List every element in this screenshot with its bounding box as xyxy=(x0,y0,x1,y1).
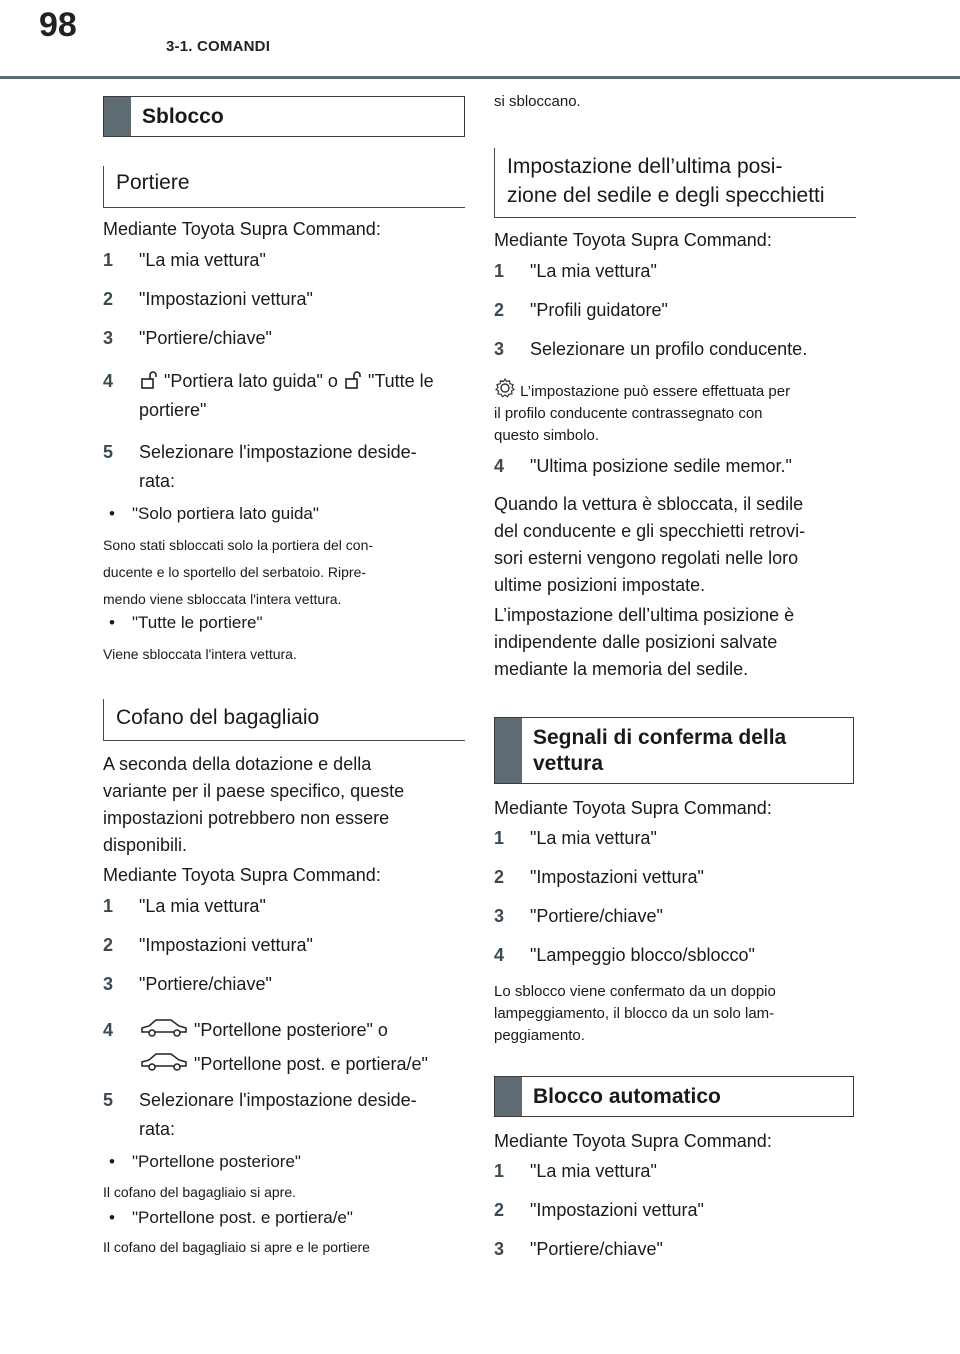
paragraph-line: indipendente dalle posizioni salvate xyxy=(494,632,778,652)
step-item xyxy=(103,367,465,425)
step-text xyxy=(103,1086,465,1144)
step-number: 2 xyxy=(103,289,114,309)
car-trunk-door-icon xyxy=(139,1051,189,1073)
paragraph-line: A seconda della dotazione e della xyxy=(103,754,372,774)
step-item xyxy=(494,863,856,892)
page-number: 98 xyxy=(39,6,77,44)
section-heading-blocco xyxy=(494,1076,854,1117)
step-text-part: "Tutte le xyxy=(367,371,434,391)
step-text: "Impostazioni vettura" xyxy=(139,935,313,955)
step-item xyxy=(103,246,465,275)
unlock-icon xyxy=(343,370,363,390)
profile-note xyxy=(494,377,856,447)
step-item xyxy=(103,285,465,314)
step-number: 3 xyxy=(103,328,114,348)
paragraph-line: ultime posizioni impostate. xyxy=(494,575,706,595)
subheading-text: Cofano del bagagliaio xyxy=(116,706,320,729)
paragraph-line: del conducente e gli specchietti retrovi- xyxy=(494,521,806,541)
bullet-text: "Solo portiera lato guida" xyxy=(132,504,319,523)
header-divider xyxy=(0,76,960,79)
paragraph-line: disponibili. xyxy=(103,835,188,855)
step-number: 3 xyxy=(494,906,505,926)
step-text: "Portiere/chiave" xyxy=(530,906,663,926)
bullet-mark: • xyxy=(109,1152,115,1171)
step-item xyxy=(103,324,465,353)
intro-text: Mediante Toyota Supra Command: xyxy=(103,219,381,239)
note-text: Viene sbloccata l'intera vettura. xyxy=(103,646,297,662)
heading-text xyxy=(533,725,786,777)
step-item xyxy=(103,1013,465,1081)
step-number: 1 xyxy=(494,828,505,848)
step-text-line: rata: xyxy=(139,471,176,491)
step-item xyxy=(103,892,465,921)
step-text: "Portiere/chiave" xyxy=(139,974,272,994)
step-text: "Impostazioni vettura" xyxy=(139,289,313,309)
step-item xyxy=(103,970,465,999)
step-text: "Portiere/chiave" xyxy=(139,328,272,348)
subheading-cofano xyxy=(103,699,465,741)
step-text: "La mia vettura" xyxy=(530,828,657,848)
step-item xyxy=(494,824,856,853)
paragraph xyxy=(494,491,856,599)
bullet-text: "Portellone posteriore" xyxy=(132,1152,301,1171)
step-item xyxy=(494,1235,856,1264)
step-item xyxy=(494,941,856,970)
bullet-item xyxy=(103,502,465,526)
step-text-line: "Portellone posteriore" o xyxy=(194,1020,388,1040)
note-text: Il cofano del bagagliaio si apre e le portiere xyxy=(103,1239,370,1255)
paragraph-line: impostazioni potrebbero non essere xyxy=(103,808,390,828)
step-text xyxy=(103,438,465,496)
step-item xyxy=(103,1086,465,1144)
step-text: "La mia vettura" xyxy=(530,261,657,281)
subheading-impostazione xyxy=(494,148,856,218)
step-number: 4 xyxy=(494,456,505,476)
subheading-text: Impostazione dell’ultima posi- xyxy=(507,155,783,178)
step-number: 1 xyxy=(494,261,505,281)
bullet-mark: • xyxy=(109,613,115,632)
gear-icon xyxy=(494,377,516,399)
heading-text: Blocco automatico xyxy=(533,1084,721,1108)
paragraph-line: variante per il paese specifico, queste xyxy=(103,781,405,801)
intro-text: Mediante Toyota Supra Command: xyxy=(494,798,772,818)
paragraph xyxy=(103,751,465,859)
step-text: "La mia vettura" xyxy=(139,250,266,270)
note-line: il profilo conducente contrassegnato con xyxy=(494,405,763,422)
note-text xyxy=(494,981,856,1047)
step-text: "Impostazioni vettura" xyxy=(530,1200,704,1220)
paragraph-line: sori esterni vengono regolati nelle loro xyxy=(494,548,799,568)
note-line: Lo sblocco viene confermato da un doppio xyxy=(494,983,776,1000)
step-number: 4 xyxy=(103,1020,114,1040)
step-text-line: "Portellone post. e portiera/e" xyxy=(194,1054,428,1074)
step-number: 4 xyxy=(494,945,505,965)
step-text-part: "Portiera lato guida" o xyxy=(164,371,338,391)
note-line: ducente e lo sportello del serbatoio. Ripre- xyxy=(103,564,367,580)
step-text-line: Selezionare l'impostazione deside- xyxy=(139,442,417,462)
step-item xyxy=(494,296,856,325)
step-item xyxy=(103,438,465,496)
step-number: 1 xyxy=(494,1161,505,1181)
step-text xyxy=(103,367,465,425)
note-text xyxy=(103,532,465,613)
section-heading-segnali xyxy=(494,717,854,784)
step-text: "Lampeggio blocco/sblocco" xyxy=(530,945,755,965)
bullet-mark: • xyxy=(109,1208,115,1227)
step-text: Selezionare un profilo conducente. xyxy=(530,339,808,359)
step-number: 5 xyxy=(103,1090,114,1110)
step-number: 3 xyxy=(103,974,114,994)
bullet-text: "Portellone post. e portiera/e" xyxy=(132,1208,353,1227)
step-text xyxy=(103,1013,465,1081)
note-line: peggiamento. xyxy=(494,1027,585,1044)
step-number: 2 xyxy=(494,300,505,320)
note-line: Sono stati sbloccati solo la portiera del con- xyxy=(103,537,374,553)
step-text: "Profili guidatore" xyxy=(530,300,668,320)
heading-line: Segnali di conferma della xyxy=(533,725,787,749)
note-line: L’impostazione può essere effettuata per xyxy=(520,383,791,400)
step-item xyxy=(494,1157,856,1186)
subheading-text: Portiere xyxy=(116,171,190,194)
step-number: 1 xyxy=(103,250,114,270)
step-number: 3 xyxy=(494,339,505,359)
paragraph xyxy=(494,602,856,683)
continuation-text: si sbloccano. xyxy=(494,93,581,110)
step-number: 2 xyxy=(103,935,114,955)
step-item xyxy=(103,931,465,960)
step-text: "La mia vettura" xyxy=(139,896,266,916)
chapter-title: 3-1. COMANDI xyxy=(166,38,271,55)
unlock-icon xyxy=(139,370,159,390)
subheading-text: zione del sedile e degli specchietti xyxy=(507,184,825,207)
step-text: "La mia vettura" xyxy=(530,1161,657,1181)
intro-text: Mediante Toyota Supra Command: xyxy=(494,230,772,250)
bullet-text: "Tutte le portiere" xyxy=(132,613,263,632)
intro-text: Mediante Toyota Supra Command: xyxy=(494,1131,772,1151)
step-text: "Ultima posizione sedile memor." xyxy=(530,456,792,476)
step-number: 1 xyxy=(103,896,114,916)
step-text-line: Selezionare l'impostazione deside- xyxy=(139,1090,417,1110)
note-line: mendo viene sbloccata l'intera vettura. xyxy=(103,591,342,607)
step-number: 5 xyxy=(103,442,114,462)
step-item xyxy=(494,1196,856,1225)
page-header xyxy=(0,0,960,82)
step-item xyxy=(494,257,856,286)
intro-text: Mediante Toyota Supra Command: xyxy=(103,865,381,885)
step-item xyxy=(494,902,856,931)
step-number: 2 xyxy=(494,867,505,887)
heading-text: Sblocco xyxy=(142,104,224,128)
note-line: lampeggiamento, il blocco da un solo lam- xyxy=(494,1005,775,1022)
paragraph-line: mediante la memoria del sedile. xyxy=(494,659,749,679)
note-text: Il cofano del bagagliaio si apre. xyxy=(103,1184,297,1200)
bullet-item xyxy=(103,1150,465,1174)
section-heading-sblocco xyxy=(103,96,465,137)
bullet-item xyxy=(103,611,465,635)
step-number: 2 xyxy=(494,1200,505,1220)
bullet-item xyxy=(103,1206,465,1230)
step-text-part: portiere" xyxy=(139,400,207,420)
heading-line: vettura xyxy=(533,751,604,775)
car-trunk-icon xyxy=(139,1017,189,1039)
bullet-mark: • xyxy=(109,504,115,523)
note-line: questo simbolo. xyxy=(494,427,600,444)
step-text-line: rata: xyxy=(139,1119,176,1139)
step-number: 4 xyxy=(103,371,114,391)
paragraph-line: L’impostazione dell’ultima posizione è xyxy=(494,605,795,625)
subheading-portiere xyxy=(103,166,465,208)
step-item xyxy=(494,335,856,364)
paragraph-line: Quando la vettura è sbloccata, il sedile xyxy=(494,494,804,514)
step-text: "Portiere/chiave" xyxy=(530,1239,663,1259)
step-text: "Impostazioni vettura" xyxy=(530,867,704,887)
step-item xyxy=(494,452,856,481)
step-number: 3 xyxy=(494,1239,505,1259)
